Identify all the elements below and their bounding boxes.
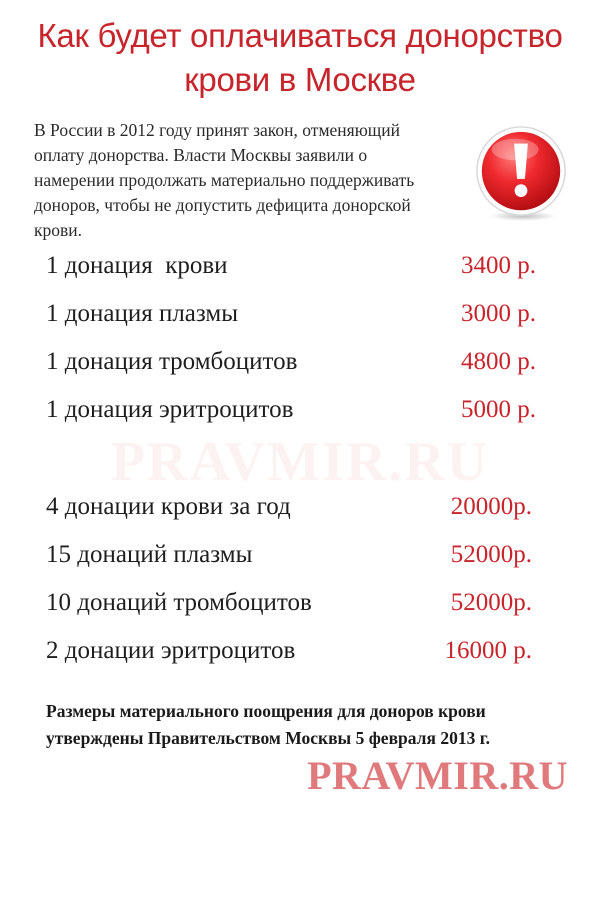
donation-label: 2 донации эритроцитов [46,637,296,664]
intro-line: крови. [34,220,83,240]
approval-note [46,698,576,752]
intro-line: В России в 2012 году принят закон, отменяющий [34,120,400,140]
price-row [46,344,546,380]
intro-line: доноров, чтобы не допустить дефицита донорской [34,195,411,215]
title-line-1: Как будет оплачиваться донорство [37,17,563,54]
note-line-2: утверждены Правительством Москвы 5 февраля 2013 г. [46,728,491,748]
donation-label: 15 донаций плазмы [46,541,253,568]
price-row [46,248,546,284]
price-row [46,537,546,573]
donation-price: 20000р. [450,493,532,520]
donation-label: 1 донация тромбоцитов [46,348,298,375]
donation-price: 52000р. [450,541,532,568]
background-watermark: PRAVMIR.RU [110,431,490,493]
note-line-1: Размеры материального поощрения для доноров крови [46,701,486,721]
donation-label: 1 донация крови [46,252,228,279]
donation-price: 3000 р. [461,300,536,327]
intro-line: намерении продолжать материально поддерживать [34,170,415,190]
donation-label: 4 донации крови за год [46,493,291,520]
price-row [46,296,546,332]
intro-line: оплату донорства. Власти Москвы заявили о [34,145,368,165]
price-row [46,392,546,428]
price-row [46,489,546,525]
intro-paragraph [34,118,479,243]
price-row [46,633,546,669]
donation-label: 10 донаций тромбоцитов [46,589,312,616]
title-line-2: крови в Москве [184,61,416,98]
price-row [46,585,546,621]
donation-price: 16000 р. [444,637,532,664]
donation-label: 1 донация плазмы [46,300,239,327]
exclamation-alert-icon [472,124,570,222]
brand-logo-text: PRAVMIR.RU [307,753,568,798]
donation-price: 4800 р. [461,348,536,375]
page-title [0,14,600,102]
donation-price: 3400 р. [461,252,536,279]
donation-price: 52000р. [450,589,532,616]
donation-price: 5000 р. [461,396,536,423]
donation-label: 1 донация эритроцитов [46,396,294,423]
